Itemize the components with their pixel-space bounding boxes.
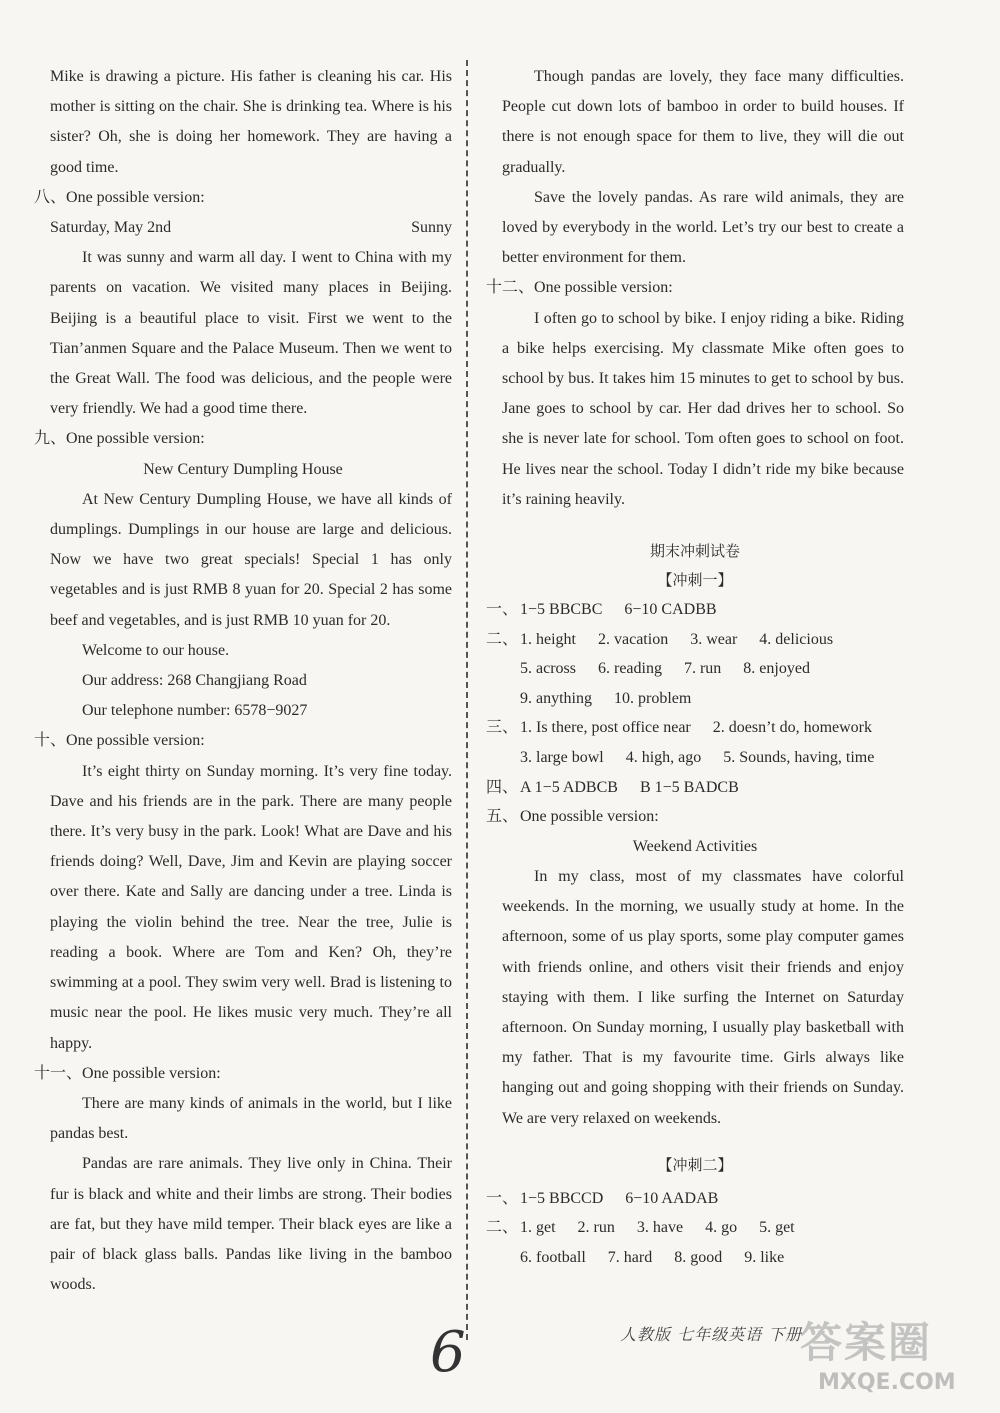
sprint-2-row-2: 二、 1. get 2. run 3. have 4. go 5. get: [486, 1219, 795, 1237]
section-12-header: 十二、One possible version:: [486, 279, 673, 297]
panda-paragraph-4: Save the lovely pandas. As rare wild animals, they are loved by everybody in the world. Let’s try our best to create a better environment for them.: [502, 188, 904, 267]
section-10-paragraph: It’s eight thirty on Sunday morning. It’s very fine today. Dave and his friends are in the park. There are many people there. It’s very busy in the park. Look! What are Dave and his friends doing? Well, Dave, Jim and Kevin are playing soccer over there. Kate and Sally are dancing under a tree. Linda is playing the violin behind the tree. Near the tree, Julie is reading a book. Where are Tom and Ken? Oh, they’re swimming at a pool. They swim very well. Brad is listening to music near the pool. He likes music very much. They’re all happy.: [50, 762, 452, 1052]
section-9-phone: Our telephone number: 6578−9027: [82, 702, 308, 720]
site-watermark: [800, 1310, 990, 1405]
section-9-header: 九、One possible version:: [34, 430, 205, 448]
section-8-paragraph: It was sunny and warm all day. I went to China with my parents on vacation. We visited many places in Beijing. Beijing is a beautiful place to visit. First we went to the Tian’anmen Square and the Palace Museum. Then we went to the Great Wall. The food was delicious, and the people were very friendly. We had a good time there.: [50, 249, 452, 418]
sprint-2-title: 【冲刺二】: [657, 1155, 733, 1174]
section-11-paragraph-1: There are many kinds of animals in the world, but I like pandas best.: [50, 1094, 452, 1143]
watermark-url: MXQE.COM: [818, 1370, 956, 1395]
sprint-1-row-2: 二、 1. height 2. vacation 3. wear 4. delicious: [486, 630, 834, 648]
book-edition-label: 人教版 七年级英语 下册: [620, 1325, 803, 1344]
handwritten-page-number: 6: [430, 1320, 466, 1385]
diary-date: Saturday, May 2nd: [50, 219, 172, 237]
panda-paragraph-3: Though pandas are lovely, they face many difficulties. People cut down lots of bamboo in order to build houses. If there is not enough space for them to live, they will die out gradually.: [502, 68, 904, 176]
column-divider: [466, 60, 468, 1340]
diary-weather: Sunny: [411, 219, 452, 237]
section-9-paragraph: At New Century Dumpling House, we have all kinds of dumplings. Dumplings in our house are large and delicious. Now we have two great specials! Special 1 has only vegetables and is just RMB 8 yuan for 20. Special 2 has some beef and vegetables, and is just RMB 10 yuan for 20.: [50, 490, 452, 629]
section-9-title: New Century Dumpling House: [143, 460, 343, 478]
sprint-2-row-1: 一、 1−5 BBCCD 6−10 AADAB: [486, 1189, 719, 1207]
sprint-1-row-3: 三、 1. Is there, post office near 2. doesn’t do, homework: [486, 719, 872, 737]
essay-paragraph: In my class, most of my classmates have colorful weekends. In the morning, we usually study at home. In the afternoon, some of us play sports, some play computer games with friends online, and others visit their friends and enjoy staying with them. I like surfing the Internet on Saturday afternoon. On Sunday morning, I usually play basketball with my father. That is my favourite time. Girls always like hanging out and going shopping with their friends on Sunday. We are very relaxed on weekends.: [502, 868, 904, 1127]
essay-title: Weekend Activities: [632, 837, 758, 855]
section-9-address: Our address: 268 Changjiang Road: [82, 672, 307, 690]
sprint-1-title: 【冲刺一】: [657, 571, 733, 590]
section-11-paragraph-2: Pandas are rare animals. They live only in China. Their fur is black and white and their limbs are strong. Their bodies are fat, but they have mild temper. Their black eyes are like a pair of black glass balls. Pandas like living in the bamboo woods.: [50, 1155, 452, 1294]
sprint-1-row-5: 五、 One possible version:: [486, 808, 659, 826]
sprint-2-row-2b: 6. football 7. hard 8. good 9. like: [520, 1249, 785, 1267]
section-9-welcome: Welcome to our house.: [82, 641, 230, 659]
exam-title: 期末冲刺试卷: [649, 542, 740, 561]
sprint-1-row-1: 一、 1−5 BBCBC 6−10 CADBB: [486, 601, 717, 619]
section-11-header: 十一、One possible version:: [34, 1064, 221, 1082]
intro-paragraph: Mike is drawing a picture. His father is cleaning his car. His mother is sitting on the chair. She is drinking tea. Where is his sister? Oh, she is doing her homework. They are having a good time.: [50, 68, 452, 176]
sprint-1-row-2b: 5. across 6. reading 7. run 8. enjoyed: [520, 660, 810, 678]
diary-header: [34, 213, 452, 243]
right-column: [486, 62, 904, 1273]
section-10-header: 十、One possible version:: [34, 732, 205, 750]
watermark-logo-text: 答案圈: [800, 1318, 933, 1367]
section-8-header: 八、One possible version:: [34, 188, 205, 206]
sprint-1-row-2c: 9. anything 10. problem: [520, 689, 692, 707]
section-12-paragraph: I often go to school by bike. I enjoy riding a bike. Riding a bike helps exercising. My classmate Mike often goes to school by bus. It takes him 15 minutes to get to school by bus. Jane goes to school by car. Her dad drives her to school. So she is never late for school. Tom often goes to school on foot. He lives near the school. Today I didn’t ride my bike because it’s raining heavily.: [502, 309, 904, 508]
sprint-1-row-4: 四、 A 1−5 ADBCB B 1−5 BADCB: [486, 778, 739, 796]
sprint-1-row-3b: 3. large bowl 4. high, ago 5. Sounds, having, time: [520, 749, 875, 767]
left-column: [34, 62, 452, 1300]
